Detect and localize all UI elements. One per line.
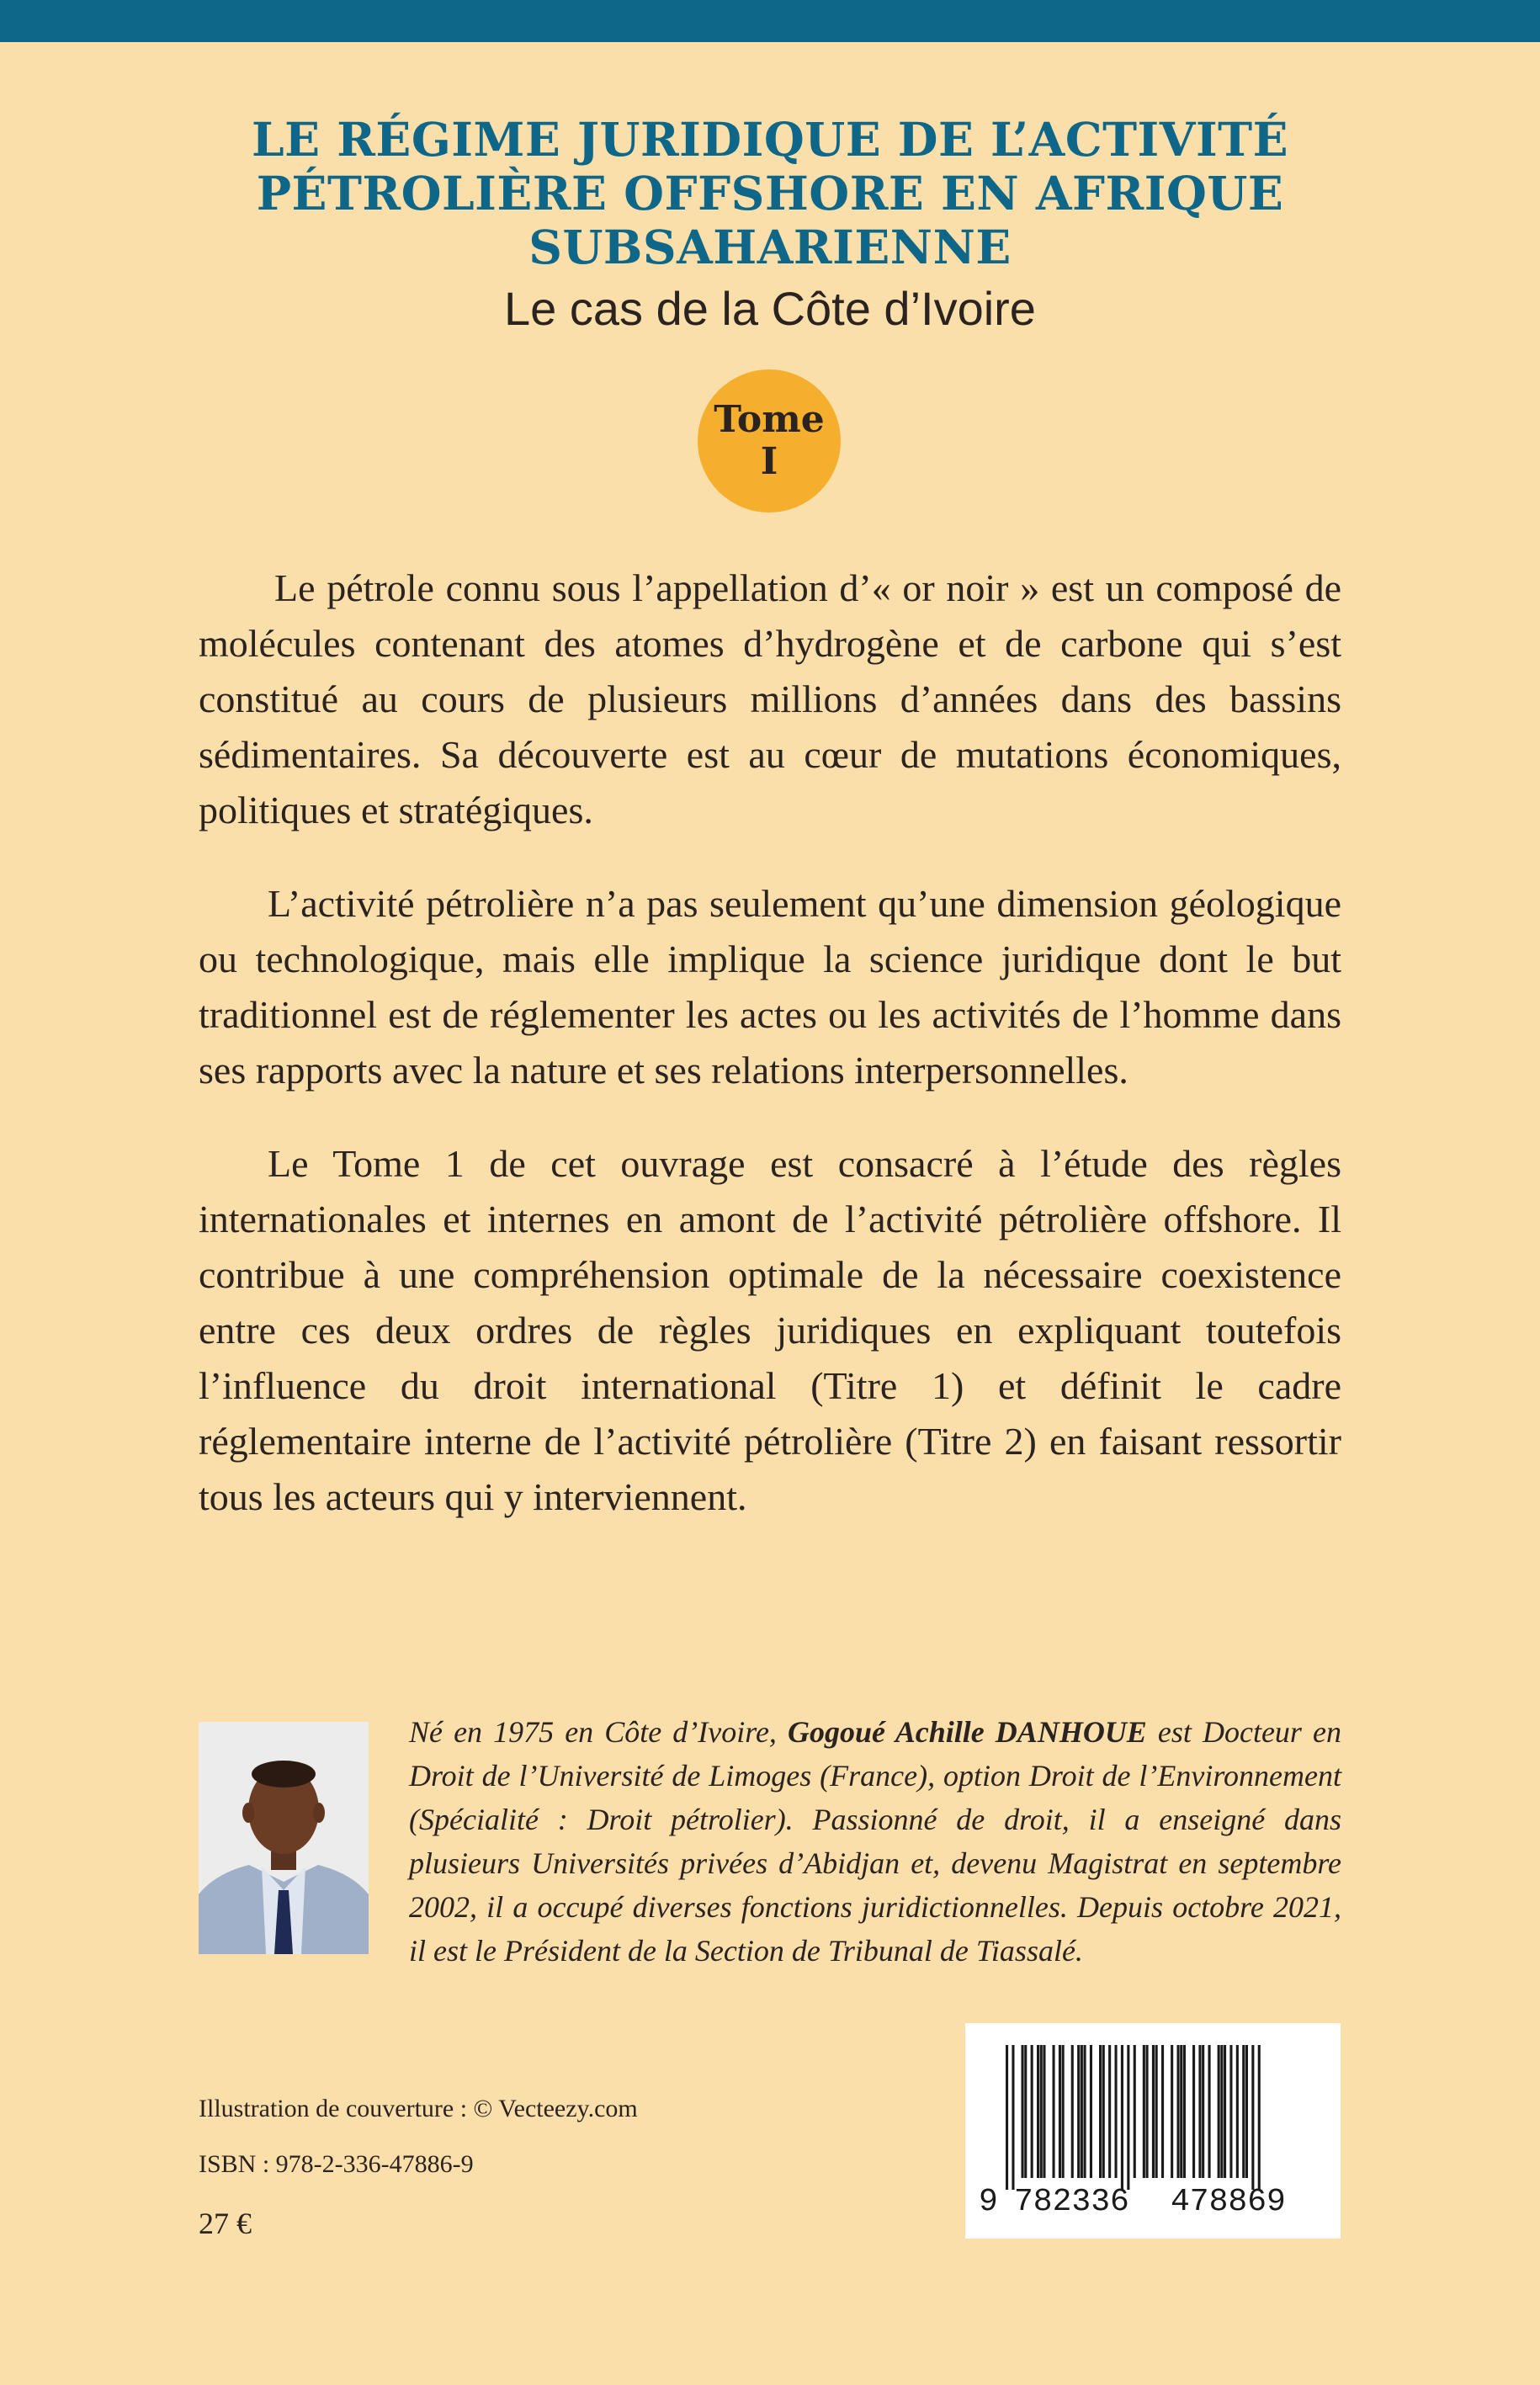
barcode-bar [1121,2045,1123,2190]
author-biography [409,1710,1341,1973]
barcode-bar [1102,2045,1105,2178]
barcode-digits-left: 782336 [1014,2184,1129,2220]
barcode-bar [1108,2045,1111,2178]
barcode-bar [1040,2045,1043,2178]
title-block [0,113,1540,338]
author-bio-details: est Docteur en Droit de l’Université de Limoges (France), option Droit de l’Environnement (Spécialité : Droit pétrolier). Passionné de droit, il a enseigné dans plusieurs Universités privées d’Abidjan et, devenu Magistrat en septembre 2002, il a occupé diverses fonctions juridictionnelles. Depuis octobre 2021, il est le Président de la Section de Tribunal de Tiassalé. [409,1715,1341,1968]
barcode-bar [1171,2045,1173,2178]
barcode-bar [1012,2045,1014,2190]
barcode-bar [1053,2045,1055,2178]
barcode-bar [1218,2045,1220,2178]
barcode-bar [1229,2045,1232,2178]
barcode-bar [1024,2045,1027,2178]
barcode-bar [1084,2045,1086,2178]
author-portrait-image [199,1722,369,1954]
barcode-bar [1224,2045,1226,2178]
barcode-bar [1134,2045,1136,2178]
barcode-bar [1202,2045,1204,2178]
barcode-bar [1258,2045,1261,2190]
barcode-bar [1236,2045,1239,2178]
barcode-bar [1198,2045,1201,2178]
illustration-credit: Illustration de couverture : © Vecteezy.com [199,2095,638,2122]
barcode-bar [1242,2045,1245,2178]
tome-word: Tome [714,398,825,441]
summary-paragraph: L’activité pétrolière n’a pas seulement qu’une dimension géologique ou technologique, mais elle implique la science juridique dont le but traditionnel est de réglementer les actes ou les activités de l’homme dans ses rapports avec la nature et ses relations interpersonnelles. [199,882,1341,1092]
summary-paragraph: Le Tome 1 de cet ouvrage est consacré à l’étude des règles internationales et internes en amont de l’activité pétrolière offshore. Il contribue à une compréhension optimale de la nécessaire coexistence entre ces deux ordres de règles juridiques en expliquant toutefois l’influence du droit international (Titre 1) et définit le cadre réglementaire interne de l’activité pétrolière (Titre 2) en faisant ressortir tous les acteurs qui y interviennent. [199,1142,1341,1518]
barcode-bar [1059,2045,1061,2178]
barcode-bar [1180,2045,1182,2178]
barcode-bar [1077,2045,1080,2178]
barcode-bar [1090,2045,1092,2178]
isbn-text: ISBN : 978-2-336-47886-9 [199,2150,474,2178]
barcode-bar [1022,2045,1024,2178]
barcode-bar [1155,2045,1158,2178]
price-text: 27 € [199,2207,252,2240]
isbn-barcode [965,2023,1341,2239]
barcode-bar [1127,2045,1129,2190]
barcode-bar [1031,2045,1033,2178]
tome-number: I [760,440,778,483]
barcode-bar [1081,2045,1083,2178]
barcode-digits-right: 478869 [1171,2184,1286,2220]
back-cover-summary [199,560,1341,1563]
barcode-bar [1183,2045,1186,2178]
barcode-bar [1192,2045,1195,2178]
barcode-digit-lead: 9 [979,2184,998,2220]
author-bio-intro: Né en 1975 en Côte d’Ivoire, [409,1715,788,1749]
barcode-bar [1177,2045,1180,2178]
top-color-band [0,0,1540,42]
barcode-bar [1220,2045,1223,2178]
barcode-bar [1146,2045,1149,2178]
barcode-bar [1245,2045,1248,2178]
barcode-bar [1006,2045,1008,2190]
barcode-bar [1208,2045,1211,2178]
summary-paragraph: Le pétrole connu sous l’appellation d’« or noir » est un composé de molécules contenant des atomes d’hydrogène et de carbone qui s’est constitué au cours de plusieurs millions d’années dans des bassins sédimentaires. Sa découverte est au cœur de mutations économiques, politiques et stratégiques. [199,566,1341,831]
book-subtitle: Le cas de la Côte d’Ivoire [504,282,1036,335]
barcode-bar [1143,2045,1145,2178]
tome-badge [698,369,841,513]
book-title: LE RÉGIME JURIDIQUE DE L’ACTIVITÉ PÉTROLIÈRE OFFSHORE EN AFRIQUE SUBSAHARIENNE [251,112,1289,274]
barcode-bar [1037,2045,1039,2178]
barcode-bar [1071,2045,1074,2178]
barcode-bar [1115,2045,1118,2178]
barcode-bar [1251,2045,1254,2190]
barcode-bar [1099,2045,1102,2178]
author-name: Gogoué Achille DANHOUE [788,1715,1147,1749]
barcode-bar [1161,2045,1164,2178]
barcode-bar [1062,2045,1065,2178]
author-photo [199,1722,369,1954]
barcode-bar [1152,2045,1155,2178]
barcode-graphic [965,2023,1341,2239]
barcode-bar [1043,2045,1045,2178]
